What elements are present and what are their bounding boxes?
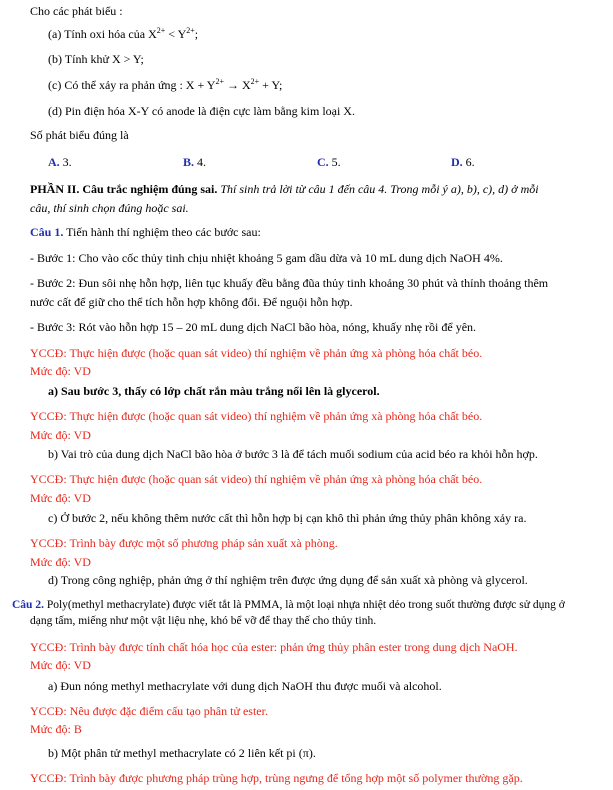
part2-instruction: câu, thí sinh chọn đúng hoặc sai. (30, 201, 189, 215)
q2-yccd-2: YCCĐ: Nêu được đặc điểm cấu tạo phân tử ester. (30, 704, 268, 718)
intro-text: Cho các phát biểu : (30, 4, 123, 18)
q1-item-a: a) Sau bước 3, thấy có lớp chất rắn màu trắng nổi lên là glycerol. (48, 384, 380, 398)
q1-level-3: Mức độ: VD (30, 491, 91, 505)
statement-a: (a) Tính oxi hóa của $X^{2+} < Y^{2+}$; (48, 26, 199, 41)
q1-step3: - Bước 3: Rót vào hỗn hợp 15 – 20 mL dung dịch NaCl bão hòa, nóng, khuấy nhẹ rồi để yên. (30, 320, 477, 334)
q1-level-2: Mức độ: VD (30, 428, 91, 442)
q1-item-d: d) Trong công nghiệp, phản ứng ở thí nghiệm trên được ứng dụng để sản xuất xà phòng và glycerol. (48, 573, 528, 587)
q1-step1: - Bước 1: Cho vào cốc thủy tinh chịu nhiệt khoảng 5 gam dầu dừa và 10 mL dung dịch NaOH 4%. (30, 251, 503, 265)
q2-yccd-3: YCCĐ: Trình bày được phương pháp trùng hợp, trùng ngưng để tổng hợp một số polymer thường gặp. (30, 771, 523, 785)
statement-d: (d) Pin điện hóa X-Y có anode là điện cực làm bằng kim loại X. (48, 104, 355, 118)
q1-stem: Câu 1. Tiến hành thí nghiệm theo các bước sau: (30, 225, 261, 239)
q2-stem-cont: dạng tấm, miếng như một vật liệu nhẹ, khó bể vỡ để thay thế cho thủy tinh. (30, 615, 377, 627)
q1-yccd-4: YCCĐ: Trình bày được một số phương pháp sản xuất xà phòng. (30, 536, 338, 550)
question-text: Số phát biểu đúng là (30, 128, 129, 142)
q2-yccd-1: YCCĐ: Trình bày được tính chất hóa học của ester: phản ứng thủy phân ester trong dung dịch NaOH. (30, 640, 518, 654)
q2-stem: Câu 2. Poly(methyl methacrylate) được viết tắt là PMMA, là một loại nhựa nhiệt dẻo trong suốt thường được sử dụng ở (12, 599, 565, 611)
q1-yccd-2: YCCĐ: Thực hiện được (hoặc quan sát video) thí nghiệm về phản ứng xà phòng hóa chất béo. (30, 409, 483, 423)
q1-item-b: b) Vai trò của dung dịch NaCl bão hòa ở bước 3 là để tách muối sodium của acid béo ra khỏi hỗn hợp. (48, 447, 538, 461)
statement-c: (c) Có thể xảy ra phản ứng : $X + Y^{2+} \to X^{2+} + Y$; (48, 77, 283, 92)
option-a[interactable]: A. 3. (48, 155, 72, 169)
q1-item-c: c) Ở bước 2, nếu không thêm nước cất thì hỗn hợp bị cạn khô thì phản ứng thủy phân không xảy ra. (48, 511, 527, 525)
q1-step2: - Bước 2: Đun sôi nhẹ hỗn hợp, liên tục khuấy đều bằng đũa thủy tinh khoảng 30 phút và thỉnh thoảng thêm (30, 276, 549, 290)
q1-yccd-3: YCCĐ: Thực hiện được (hoặc quan sát video) thí nghiệm về phản ứng xà phòng hóa chất béo. (30, 472, 483, 486)
q2-item-a: a) Đun nóng methyl methacrylate với dung dịch NaOH thu được muối và alcohol. (48, 679, 442, 693)
option-b[interactable]: B. 4. (183, 155, 207, 169)
q1-yccd-1: YCCĐ: Thực hiện được (hoặc quan sát video) thí nghiệm về phản ứng xà phòng hóa chất béo. (30, 346, 483, 360)
part2-heading: PHẦN II. Câu trắc nghiệm đúng sai. Thí sinh trả lời từ câu 1 đến câu 4. Trong mỗi ý a), b), c), d) ở mỗi (30, 182, 539, 196)
q2-level-1: Mức độ: VD (30, 658, 91, 672)
q1-step2-cont: nước cất để giữ cho thể tích hỗn hợp không đổi. Để nguội hỗn hợp. (30, 295, 353, 309)
q2-level-2: Mức độ: B (30, 722, 82, 736)
statement-b: (b) Tính khử X > Y; (48, 52, 144, 66)
option-d[interactable]: D. 6. (451, 155, 475, 169)
q1-level-1: Mức độ: VD (30, 364, 91, 378)
option-c[interactable]: C. 5. (317, 155, 341, 169)
q2-item-b: b) Một phân tử methyl methacrylate có 2 liên kết pi (π). (48, 746, 316, 760)
q1-level-4: Mức độ: VD (30, 555, 91, 569)
